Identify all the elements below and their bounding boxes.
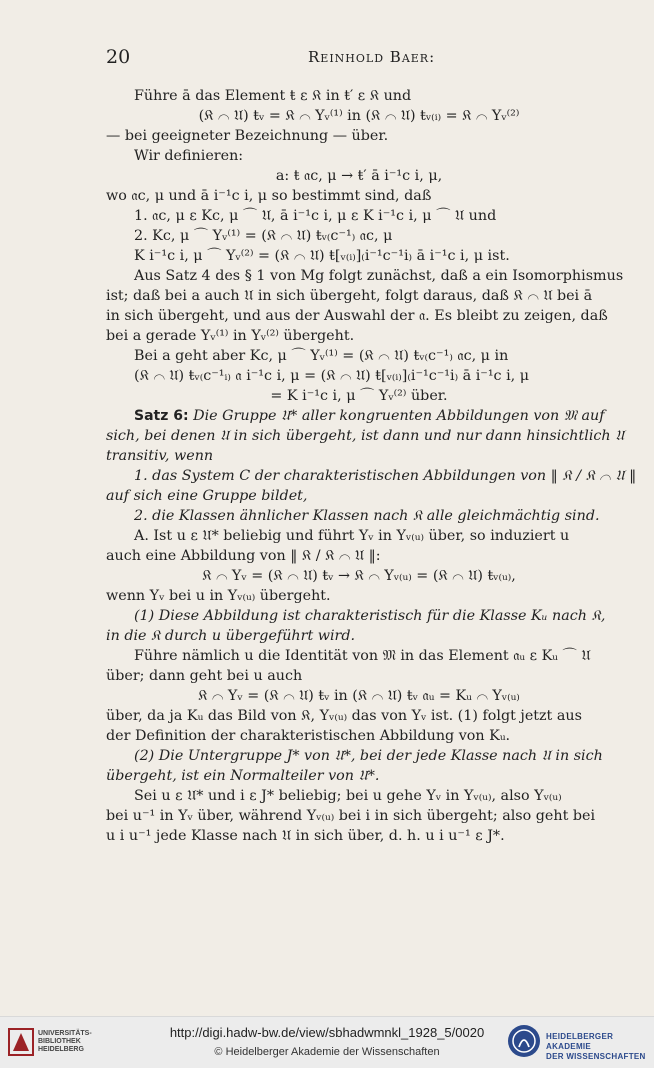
text-line: Führe ā das Element ŧ ε 𝔎 in ŧ′ ε 𝔎 und [134,88,412,104]
text-line: Aus Satz 4 des § 1 von Mg folgt zunächst, daß a ein Isomorphismus [134,268,624,284]
text-line: (𝔎 ⌒ 𝔘) ŧᵥ = 𝔎 ⌒ Yᵥ⁽¹⁾ in (𝔎 ⌒ 𝔘) ŧᵥ₍ᵢ₎ = 𝔎 ⌒ Yᵥ⁽²⁾ [198,108,520,124]
text-line: Führe nämlich u die Identität von 𝔐 in das Element 𝔞ᵤ ε Kᵤ ⌒ 𝔘 [134,648,591,664]
text-line: wenn Yᵥ bei u in Yᵥ₍ᵤ₎ übergeht. [106,588,331,604]
viewer-footer [0,1016,654,1068]
theorem-statement: Die Gruppe 𝔘* aller kongruenten Abbildungen von 𝔐 auf [188,408,605,424]
text-line: Bei a geht aber Kc, μ ⌒ Yᵥ⁽¹⁾ = (𝔎 ⌒ 𝔘) ŧᵥ₍c⁻¹₎ 𝔞c, μ in [134,348,509,364]
text-line: bei a gerade Yᵥ⁽¹⁾ in Yᵥ⁽²⁾ übergeht. [106,328,355,344]
text-line: (1) Diese Abbildung ist charakteristisch für die Klasse Kᵤ nach 𝔎, [134,608,606,624]
permalink-url[interactable]: http://digi.hadw-bw.de/view/sbhadwmnkl_1928_5/0020 [169,1025,485,1040]
text-line: Wir definieren: [134,148,244,164]
text-line: (𝔎 ⌒ 𝔘) ŧᵥ₍c⁻¹ᵢ₎ 𝔞 i⁻¹c i, μ = (𝔎 ⌒ 𝔘) ŧ[ᵥ₍ᵢ₎]₍i⁻¹c⁻¹i₎ ā i⁻¹c i, μ [134,368,530,384]
academy-line: HEIDELBERGER AKADEMIE [546,1032,614,1051]
text-line: übergeht, ist ein Normalteiler von 𝔘*. [106,768,380,784]
theorem-label: Satz 6: [134,408,189,424]
academy-seal-icon [506,1023,542,1059]
text-line [106,406,612,426]
text-line: transitiv, wenn [106,448,214,464]
running-head: Reinhold Baer: [308,48,436,66]
text-line: 1. 𝔞c, μ ε Kc, μ ⌒ 𝔘, ā i⁻¹c i, μ ε K i⁻¹c i, μ ⌒ 𝔘 und [134,208,497,224]
text-line: u i u⁻¹ jede Klasse nach 𝔘 in sich über, d. h. u i u⁻¹ ε J*. [106,828,505,844]
text-line: = K i⁻¹c i, μ ⌒ Yᵥ⁽²⁾ über. [270,388,448,404]
text-line: wo 𝔞c, μ und ā i⁻¹c i, μ so bestimmt sind, daß [106,188,432,204]
academy-name [546,1032,654,1062]
page-header [106,46,611,70]
text-line: ist; daß bei a auch 𝔘 in sich übergeht, folgt daraus, daß 𝔎 ⌒ 𝔘 bei ā [106,288,593,304]
text-line: a: ŧ 𝔞c, μ → ŧ′ ā i⁻¹c i, μ, [275,168,443,184]
article-body [106,86,637,846]
academy-line: DER WISSENSCHAFTEN [546,1052,646,1061]
text-line: 𝔎 ⌒ Yᵥ = (𝔎 ⌒ 𝔘) ŧᵥ → 𝔎 ⌒ Yᵥ₍ᵤ₎ = (𝔎 ⌒ 𝔘) ŧᵥ₍ᵤ₎, [202,568,516,584]
text-line: auch eine Abbildung von ‖ 𝔎 / 𝔎 ⌒ 𝔘 ‖: [106,548,381,564]
text-line: auf sich eine Gruppe bildet, [106,488,308,504]
page-number: 20 [106,46,131,68]
text-line: Sei u ε 𝔘* und i ε J* beliebig; bei u gehe Yᵥ in Yᵥ₍ᵤ₎, also Yᵥ₍ᵤ₎ [134,788,562,804]
text-line: K i⁻¹c i, μ ⌒ Yᵥ⁽²⁾ = (𝔎 ⌒ 𝔘) ŧ[ᵥ₍ᵢ₎]₍i⁻¹c⁻¹i₎ ā i⁻¹c i, μ ist. [134,248,510,264]
text-line: (2) Die Untergruppe J* von 𝔘*, bei der jede Klasse nach 𝔘 in sich [134,748,603,764]
text-line: in sich übergeht, und aus der Auswahl der 𝔞. Es bleibt zu zeigen, daß [106,308,608,324]
library-line: UNIVERSITÄTS- [38,1030,92,1037]
text-line: 𝔎 ⌒ Yᵥ = (𝔎 ⌒ 𝔘) ŧᵥ in (𝔎 ⌒ 𝔘) ŧᵥ 𝔞ᵤ = Kᵤ ⌒ Yᵥ₍ᵤ₎ [198,688,520,704]
text-line: 2. die Klassen ähnlicher Klassen nach 𝔎 alle gleichmächtig sind. [134,508,600,524]
text-line: über, da ja Kᵤ das Bild von 𝔎, Yᵥ₍ᵤ₎ das von Yᵥ ist. (1) folgt jetzt aus [106,708,582,724]
text-line: 1. das System C der charakteristischen Abbildungen von ‖ 𝔎 / 𝔎 ⌒ 𝔘 ‖ [134,468,637,484]
text-line: 2. Kc, μ ⌒ Yᵥ⁽¹⁾ = (𝔎 ⌒ 𝔘) ŧᵥ₍c⁻¹₎ 𝔞c, μ [134,228,393,244]
text-line: sich, bei denen 𝔘 in sich übergeht, ist dann und nur dann hinsichtlich 𝔘 [106,428,625,444]
text-line: der Definition der charakteristischen Abbildung von Kᵤ. [106,728,511,744]
library-line: HEIDELBERG [38,1046,84,1053]
text-line: bei u⁻¹ in Yᵥ über, während Yᵥ₍ᵤ₎ bei i in sich übergeht; also geht bei [106,808,596,824]
text-line: über; dann geht bei u auch [106,668,303,684]
library-line: BIBLIOTHEK [38,1038,81,1045]
text-line: in die 𝔎 durch u übergeführt wird. [106,628,356,644]
copyright-notice: © Heidelberger Akademie der Wissenschaften [214,1046,440,1058]
text-line: A. Ist u ε 𝔘* beliebig und führt Yᵥ in Yᵥ₍ᵤ₎ über, so induziert u [134,528,570,544]
text-line: — bei geeigneter Bezeichnung — über. [106,128,389,144]
